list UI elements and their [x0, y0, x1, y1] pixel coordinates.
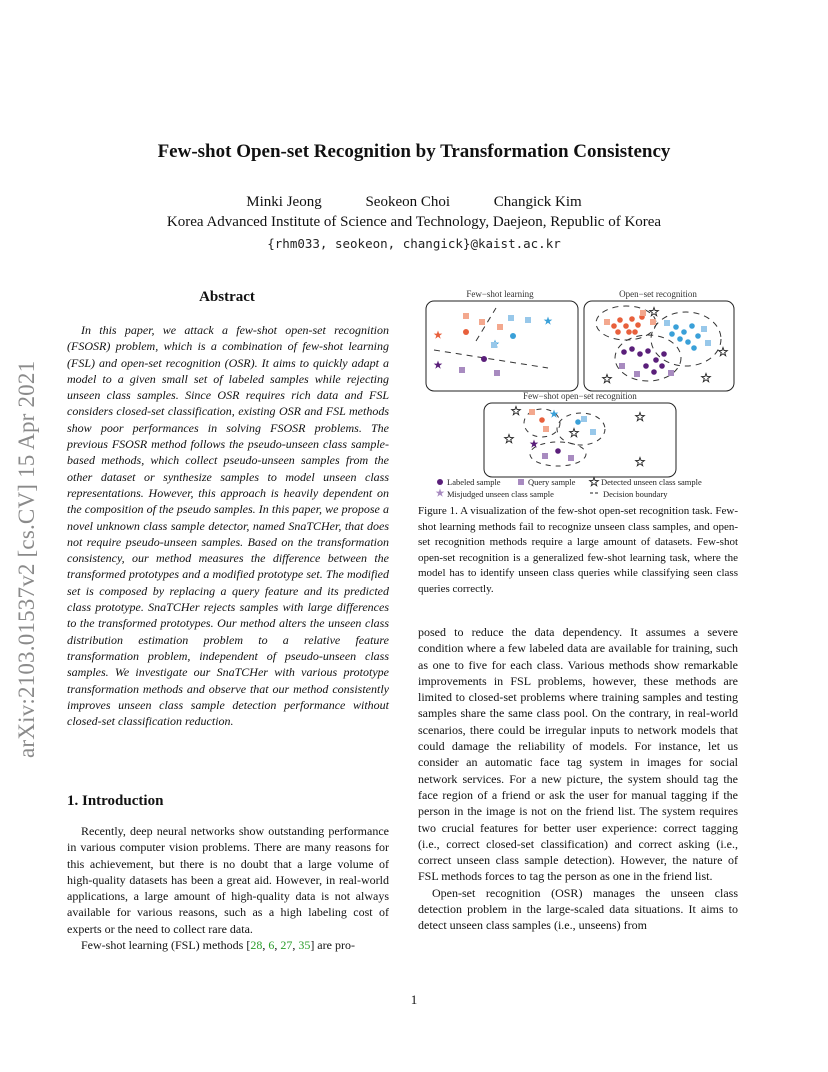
figure-caption: Figure 1. A visualization of the few-shot open-set recognition task. Few-shot learning methods fail to recognize unseen class samples, and open-set recognition methods require a large amount of datasets. Few-shot open-set recognition is a generalized few-shot learning task, where the model has to identify unseen class queries while classifying seen class queries correctly.: [418, 505, 738, 595]
fsosr-points: [505, 407, 645, 467]
legend-labeled-sample: Labeled sample: [447, 477, 501, 487]
author-name: Minki Jeong: [246, 194, 322, 210]
author-name: Changick Kim: [493, 194, 582, 210]
author-emails: {rhm033, seokeon, changick}@kaist.ac.kr: [267, 236, 561, 251]
panel-label-few-shot-open-set-recognition: Few−shot open−set recognition: [523, 391, 637, 401]
affiliation: Korea Advanced Institute of Science and Technology, Daejeon, Republic of Korea: [166, 214, 662, 230]
panel-box-fsl: [426, 301, 578, 391]
legend-misjudged-unseen: Misjudged unseen class sample: [447, 489, 554, 499]
introduction-right-column: [418, 624, 738, 934]
legend-query-sample: Query sample: [528, 477, 576, 487]
citation-link[interactable]: 27: [280, 938, 293, 953]
paragraph: Open-set recognition (OSR) manages the unseen class detection problem in the large-scaled data situations. It aims to detect unseen class samples (i.e., unseens) from: [418, 885, 738, 933]
citation-link[interactable]: 35: [298, 938, 311, 953]
author-list: [0, 194, 828, 211]
paragraph: Recently, deep neural networks show outstanding performance in various computer vision problems. There are many reasons for this achievement, but there is no doubt that a large volume of high-quality datasets has been a great aid. However, in real-world applications, a large amount of high-quality data is not always available for various reasons, such as a high labeling cost of experts or the need to collect rare data.: [67, 824, 389, 936]
panel-label-few-shot-learning: Few−shot learning: [466, 289, 534, 299]
fsl-points: [434, 308, 553, 376]
page-number: 1: [410, 992, 418, 1007]
panel-label-open-set-recognition: Open−set recognition: [619, 289, 697, 299]
citation-link[interactable]: 28: [250, 938, 263, 953]
panel-box-fsosr: [484, 403, 676, 477]
abstract-text: In this paper, we attack a few-shot open-set recognition (FSOSR) problem, which is a combination of few-shot learning (FSL) and open-set recognition (OSR). It aims to quickly adapt a model to a given small set of labeled samples while rejecting unseen class samples. Since OSR requires rich data and FSL considers closed-set classification, existing OSR and FSL methods show poor performances in solving FSOSR problems. The previous FSOSR method follows the pseudo-unseen class sample-based methods, which collect pseudo-unseen samples from the other dataset or synthesize samples to model unseen class representations. However, this approach is heavily dependent on the composition of the pseudo samples. In this paper, we propose a novel unknown class sample detector, named SnaTCHer, that does not require pseudo-unseen samples. Based on the transformation consistency, our method measures the difference between the transformed prototypes and a modified prototype set. The modified set is composed by replacing a query feature and its predicted class prototype. SnaTCHer rejects samples with large differences to the transformed prototypes. Our method alters the unseen class distribution estimation problem to a relative feature transformation problem, independent of pseudo-unseen class samples. We investigate our SnaTCHer with various prototype transformation methods and observe that our method consistently improves unseen class sample detection performance without closed-set classification reduction.: [67, 323, 389, 729]
paper-title: Few-shot Open-set Recognition by Transformation Consistency: [157, 141, 671, 162]
legend-detected-unseen: Detected unseen class sample: [601, 477, 702, 487]
introduction-left-column: [67, 823, 389, 953]
legend-decision-boundary: Decision boundary: [603, 489, 668, 499]
arxiv-identifier: arXiv:2103.01537v2 [cs.CV] 15 Apr 2021: [14, 360, 39, 758]
citation-link[interactable]: 6: [268, 938, 275, 953]
author-name: Seokeon Choi: [365, 194, 451, 210]
panel-box-osr: [584, 301, 734, 391]
figure-1: [418, 286, 740, 504]
abstract-heading: Abstract: [199, 289, 255, 305]
paragraph: Few-shot learning (FSL) methods [28, 6, 27, 35] are pro-: [81, 938, 355, 953]
paragraph: posed to reduce the data dependency. It assumes a severe condition where a few labeled data are available for training, such as one to five for each class. Various methods show remarkable improvements in FSL problems, however, these methods are limited to closed-set problems where training samples and testing samples share the same class pool. On the contrary, in real-world scenarios, there could be irregular inputs to network models that could damage the reliability of models. For instance, let us consider an automatic face tag system in images for social network services. For a new picture, the system should tag the face region of a friend or ask the user for manual tagging if the person in the image is not on the friend list. The system requires two crucial features for better user experience: correct tagging (i.e., correct closed-set classification) and correct asking (i.e., correct unseen class sample detection). However, the nature of FSL methods forces to tag the person as one in the friend list.: [418, 625, 738, 884]
osr-points: [596, 306, 727, 383]
figure-legend: [436, 477, 702, 499]
section-heading-introduction: 1. Introduction: [67, 793, 164, 809]
